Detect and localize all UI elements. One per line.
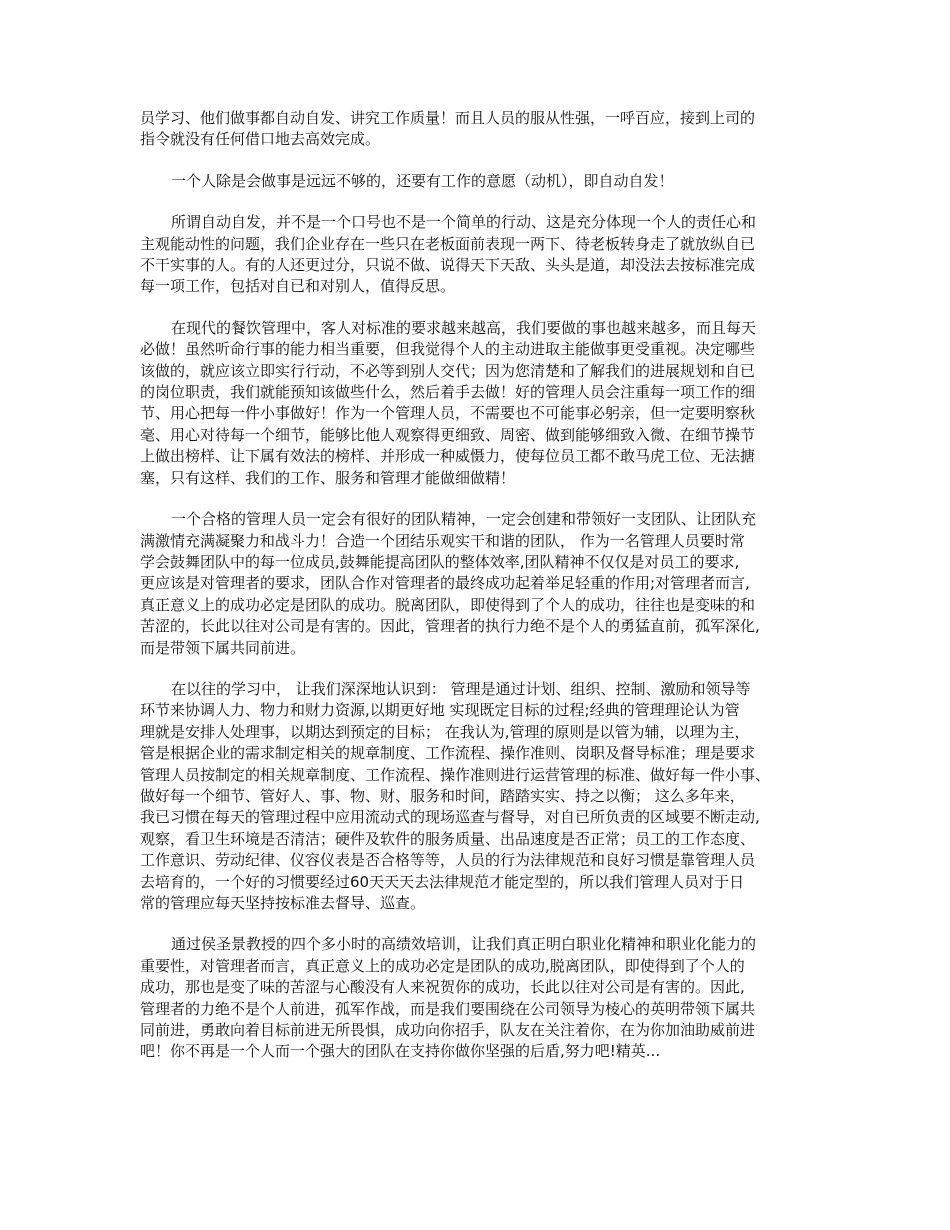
text-line: 吧！你不再是一个人而一个强大的团队在支持你做你坚强的后盾,努力吧!精英... (140, 1042, 661, 1061)
text-line: 毫、用心对待每一个细节，能够比他人观察得更细致、周密、做到能够细致入微、在细节操节 (140, 425, 756, 444)
paragraph-4 (140, 318, 820, 489)
text-line: 该做的，就应该立即实行行动，不必等到别人交代；因为您清楚和了解我们的进展规划和自已 (140, 361, 756, 380)
text-line: 必做！虽然听命行事的能力相当重要，但我觉得个人的主动进取主能做事更受重视。决定哪些 (140, 340, 756, 359)
paragraph-3 (140, 212, 820, 298)
text-line: 观察，看卫生环境是否清洁；硬件及软件的服务质量、出品速度是否正常；员工的工作态度、 (140, 829, 756, 848)
text-line: 去培育的，一个好的习惯要经过60天天天去法律规范才能定型的，所以我们管理人员对于日 (140, 872, 745, 891)
text-line: 每一项工作，包括对自已和对别人，值得反思。 (140, 277, 456, 296)
text-line: 节、用心把每一件小事做好！作为一个管理人员，不需要也不可能事必躬亲，但一定要明察秋 (140, 404, 756, 423)
text-line: 理就是安排人处理事，以期达到预定的目标； 在我认为,管理的原则是以管为辅，以理为主， (140, 722, 750, 741)
paragraph-6 (140, 679, 820, 914)
text-line: 苦涩的，长此以往对公司是有害的。因此，管理者的执行力绝不是个人的勇猛直前，孤军深化, (140, 617, 760, 636)
text-line: 更应该是对管理者的要求，团队合作对管理者的最终成功起着举足轻重的作用;对管理者而言, (140, 574, 750, 593)
text-line: 在现代的餐饮管理中，客人对标准的要求越来越高，我们要做的事也越来越多，而且每天 (171, 318, 757, 337)
text-line: 满激情充满凝聚力和战斗力！合造一个团结乐观实干和谐的团队， 作为一名管理人员要时常 (140, 531, 745, 550)
text-line: 通过侯圣景教授的四个多小时的高绩效培训，让我们真正明白职业化精神和职业化能力的 (171, 935, 757, 954)
text-line: 而是带领下属共同前进。 (140, 638, 306, 657)
text-line: 做好每一个细节、管好人、事、物、财、服务和时间，踏踏实实、持之以衡； 这么多年来， (140, 786, 745, 805)
text-line: 指令就没有任何借口地去高效完成。 (140, 130, 381, 149)
paragraph-1 (140, 108, 820, 151)
paragraph-2 (140, 171, 820, 192)
text-line: 工作意识、劳动纪律、仪容仪表是否合格等等，人员的行为法律规范和良好习惯是靠管理人员 (140, 851, 756, 870)
text-line: 我已习惯在每天的管理过程中应用流动式的现场巡查与督导，对自已所负责的区域要不断走动, (140, 808, 760, 827)
text-line: 学会鼓舞团队中的每一位成员,鼓舞能提高团队的整体效率,团队精神不仅仅是对员工的要求, (140, 552, 740, 571)
text-line: 一个人除是会做事是远远不够的，还要有工作的意愿（动机），即自动自发！ (171, 171, 674, 190)
text-line: 环节来协调人力、物力和财力资源,以期更好地 实现既定目标的过程;经典的管理理论认为管 (140, 701, 740, 720)
paragraph-7 (140, 934, 820, 1062)
text-line: 管理者的力绝不是个人前进，孤军作战，而是我们要围绕在公司领导为棱心的英明带领下属共 (140, 999, 756, 1018)
text-line: 重要性，对管理者而言，真正意义上的成功必定是团队的成功,脱离团队，即使得到了个人的 (140, 956, 745, 975)
text-line: 不干实事的人。有的人还更过分，只说不做、说得天下天敌、头头是道，却没法去按标准完成 (140, 256, 756, 275)
text-line: 一个合格的管理人员一定会有很好的团队精神，一定会创建和带领好一支团队、让团队充 (171, 510, 757, 529)
text-line: 上做出榜样、让下属有效法的榜样、并形成一种威慑力，使每位员工都不敢马虎工位、无法搪 (140, 447, 756, 466)
text-line: 所谓自动自发，并不是一个口号也不是一个简单的行动、这是充分体现一个人的责任心和 (171, 213, 757, 232)
text-line: 在以往的学习中， 让我们深深地认识到： 管理是通过计划、组织、控制、激励和领导等 (171, 679, 751, 698)
text-line: 员学习、他们做事都自动自发、讲究工作质量！而且人员的服从性强，一呼百应，接到上司的 (140, 109, 756, 127)
text-line: 成功，那也是变了味的苦涩与心酸没有人来祝贺你的成功，长此以往对公司是有害的。因此, (140, 978, 745, 997)
text-line: 真正意义上的成功必定是团队的成功。脱离团队，即使得到了个人的成功，往往也是变味的和 (140, 595, 756, 614)
document-body (140, 108, 820, 1083)
text-line: 的岗位职责，我们就能预知该做些什么，然后着手去做！好的管理人员会注重每一项工作的细 (140, 383, 756, 402)
text-line: 常的管理应每天坚持按标准去督导、巡查。 (140, 894, 426, 912)
paragraph-5 (140, 509, 820, 659)
text-line: 管理人员按制定的相关规章制度、工作流程、操作准则进行运营管理的标准、做好每一件小事、 (140, 765, 771, 784)
text-line: 管是根据企业的需求制定相关的规章制度、工作流程、操作准则、岗职及督导标准；理是要求 (140, 744, 756, 763)
text-line: 主观能动性的问题，我们企业存在一些只在老板面前表现一两下、待老板转身走了就放纵自已 (140, 234, 756, 253)
text-line: 塞，只有这样、我们的工作、服务和管理才能做细做精！ (140, 468, 516, 487)
text-line: 同前进，勇敢向着目标前进无所畏惧，成功向你招手，队友在关注着你，在为你加油助威前进 (140, 1021, 756, 1040)
